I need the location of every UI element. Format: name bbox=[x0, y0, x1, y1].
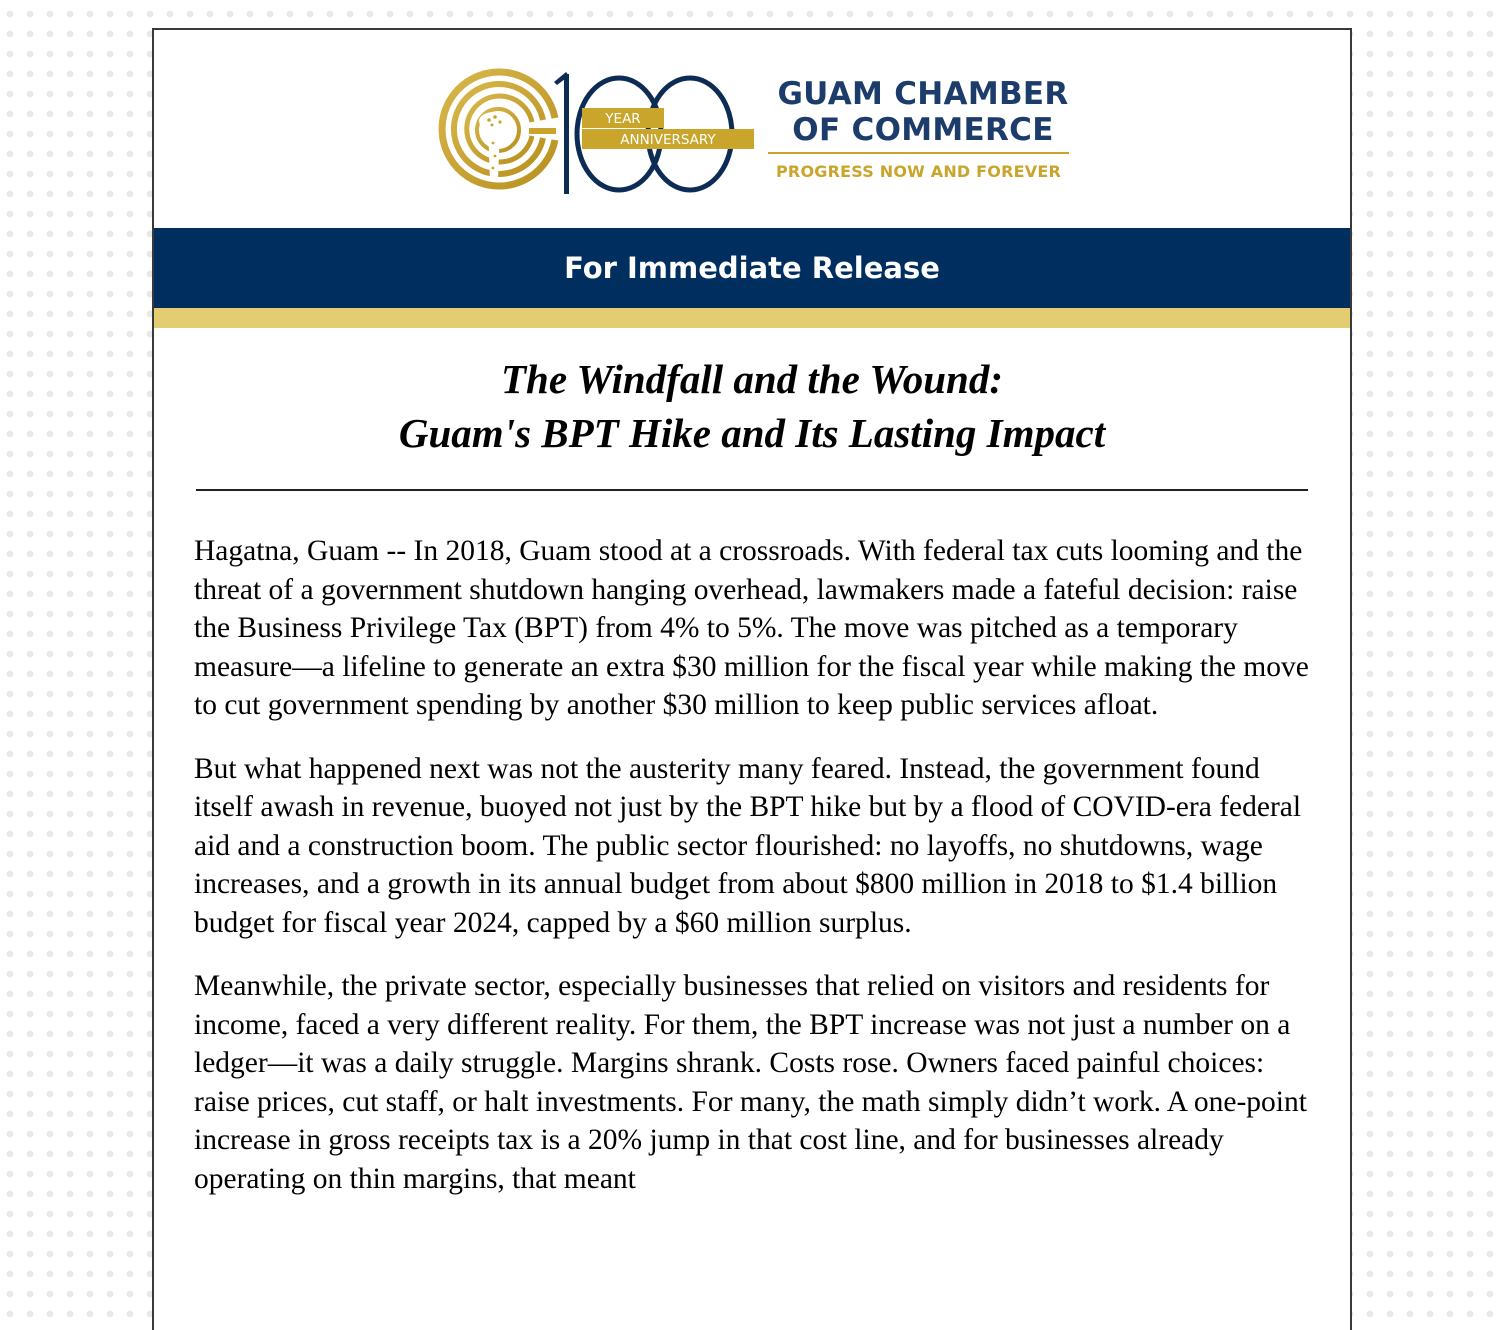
release-banner bbox=[154, 228, 1350, 308]
body-paragraph: Hagatna, Guam -- In 2018, Guam stood at a crossroads. With federal tax cuts looming and the threat of a government shutdown hanging overhead, lawmakers made a fateful decision: raise the Business Privilege Tax (BPT) from 4% to 5%. The move was pitched as a temporary measure—a lifeline to generate an extra $30 million for the fiscal year while making the move to cut government spending by another $30 million to keep public services afloat. bbox=[194, 535, 1309, 721]
headline-line2: Guam's BPT Hike and Its Lasting Impact bbox=[398, 410, 1106, 456]
gold-accent-band bbox=[154, 308, 1350, 328]
release-banner-label: For Immediate Release bbox=[564, 251, 940, 285]
headline-divider bbox=[196, 489, 1308, 491]
org-name-rule bbox=[768, 152, 1069, 154]
tagline: PROGRESS NOW AND FOREVER bbox=[776, 162, 1061, 181]
ribbon-anniversary-text: ANNIVERSARY bbox=[620, 132, 716, 148]
centennial-emblem bbox=[436, 68, 766, 198]
org-name-line1: GUAM CHAMBER bbox=[777, 76, 1069, 112]
ribbon-year-text: YEAR bbox=[605, 111, 641, 127]
press-release-page bbox=[152, 28, 1352, 1330]
article-headline bbox=[194, 352, 1310, 460]
org-name-line2: OF COMMERCE bbox=[792, 112, 1054, 148]
body-paragraph: Meanwhile, the private sector, especially businesses that relied on visitors and residents for income, faced a very different reality. For them, the BPT increase was not just a number on a ledger—it was a daily struggle. Margins shrank. Costs rose. Owners faced painful choices: raise prices, cut staff, or halt investments. For many, the math simply didn’t work. A one-point increase in gross receipts tax is a 20% jump in that cost line, and for businesses already operating on thin margins, that meant bbox=[194, 970, 1307, 1195]
chamber-logo bbox=[436, 68, 1076, 198]
article-body bbox=[194, 532, 1312, 1223]
body-paragraph: But what happened next was not the austerity many feared. Instead, the government found itself awash in revenue, buoyed not just by the BPT hike but by a flood of COVID-era federal aid and a construction boom. The public sector flourished: no layoffs, no shutdowns, wage increases, and a growth in its annual budget from about $800 million in 2018 to $1.4 billion budget for fiscal year 2024, capped by a $60 million surplus. bbox=[194, 752, 1302, 939]
headline-line1: The Windfall and the Wound: bbox=[501, 356, 1003, 402]
organization-name bbox=[768, 76, 1078, 148]
